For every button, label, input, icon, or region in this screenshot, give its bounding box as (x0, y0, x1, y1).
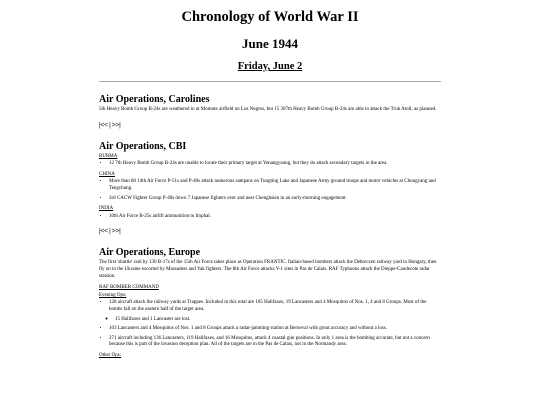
section-title: Air Operations, Carolines (99, 94, 210, 105)
intro-text: The first 'shuttle' raid by 130 B-17s of the 15th Air Force takes place as Operation (99, 260, 265, 266)
list-item: • 271 aircraft including 136 Lancasters, 119 Halifaxes, and 16 Mosquitos, attack 4 coastal gun positions. In only 1 area is the bombing accurate, but not a concern because this is part of the invasion deception plan. All of the targets are in the Pas de Calais, not in the Normandy area. (109, 336, 439, 349)
list-item: • 3rd CACW Fighter Group P-40s down 7 Japanese fighters over and near Chenghsien in an early-morning engagement. (109, 196, 439, 203)
raf-bomber-command-label: RAF BOMBER COMMAND (99, 285, 160, 291)
bullet-list (99, 300, 439, 313)
section-title: Air Operations, CBI (99, 140, 187, 152)
section-europe (99, 247, 439, 359)
list-item: • 103 Lancasters and 4 Mosquitos of Nos. 1 and 8 Groups attack a radar-jamming station at Berneval with great accuracy and without a loss. (109, 326, 439, 333)
prev-link[interactable]: |<< (99, 226, 108, 236)
bullet-list (99, 161, 439, 168)
section-intro (99, 260, 439, 280)
page-title: Chronology of World War II (181, 9, 359, 25)
bullet-list (99, 326, 439, 349)
region-label-burma: BURMA (99, 153, 118, 159)
section-title: Air Operations, Europe (99, 247, 201, 259)
section-carolines (99, 94, 439, 129)
sub-bullet-list (99, 317, 439, 324)
bullet-list (99, 214, 439, 221)
next-link[interactable]: >>| (111, 119, 121, 129)
date-heading: Friday, June 2 (237, 61, 303, 72)
section-text: 5th Heavy Bomb Group B-24s are weathered in at Momote airfield on Los Negros, but 15 307th Heavy Bomb Group B-24s are able to attack the Truk Atoll, as planned. (99, 107, 437, 112)
prev-link[interactable]: |<< (99, 119, 108, 129)
nav-separator: | (109, 119, 111, 129)
list-item: • 128 aircraft attack the railway yards at Trappes. Included in this total are 105 Halifaxes, 19 Lancasters and 4 Mosquitos of Nos. 1, 4 and 8 Groups. Most of the bombs fall on the eastern half of the target area. (109, 300, 439, 313)
nav-links (99, 120, 439, 129)
list-item: • 10th Air Force B-25s airlift ammunition to Imphal. (109, 214, 439, 221)
list-item: • More than 80 14th Air Force P-51s and P-40s attack numerous sampans on Tungting Lake and Japanese Army ground troops and motor vehicles at Chungyang and Tengchung. (109, 179, 439, 192)
list-item: ◦ 15 Halifaxes and 1 Lancaster are lost. (115, 317, 439, 324)
divider (99, 81, 441, 82)
region-label-india: INDIA (99, 206, 114, 212)
nav-links (99, 226, 439, 235)
other-ops-label: Other Ops: (99, 352, 122, 358)
evening-ops-label: Evening Ops: (99, 292, 127, 298)
page-subtitle: June 1944 (242, 36, 298, 51)
list-item: • 12 7th Heavy Bomb Group B-24s are unable to locate their primary target at Yenangyaung, but they do attack secondary targets in the area. (109, 161, 439, 168)
nav-separator: | (109, 226, 111, 236)
section-cbi (99, 141, 439, 236)
bullet-list (99, 179, 439, 202)
operation-name: FRANTIC (264, 260, 286, 266)
region-label-china: CHINA (99, 171, 115, 177)
intro-text-cont: . Italian-based bombers attack the Debreczen railway yard in Hungary, then fly on to the Ukraine escorted by Marauders and Yak fighters. The 8th Air Force attacks V-1 sites in Pas de Calais. RAF Typhoons attack the Dieppe-Caudecote radar staision. (99, 260, 437, 279)
next-link[interactable]: >>| (111, 226, 121, 236)
